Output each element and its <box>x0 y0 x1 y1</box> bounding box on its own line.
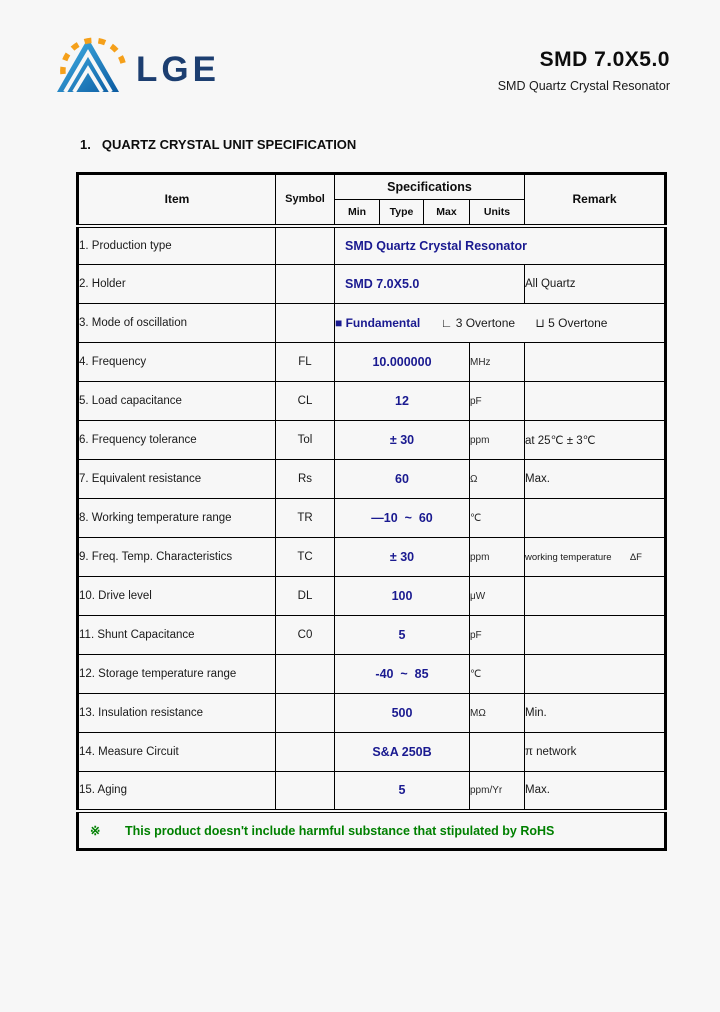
value-cell: —10 ~ 60 <box>335 499 470 538</box>
units-cell: pF <box>470 382 525 421</box>
document-subtitle: SMD Quartz Crystal Resonator <box>497 79 670 93</box>
table-row-mode-of-oscillation <box>78 304 666 343</box>
value-cell: 12 <box>335 382 470 421</box>
mode-5-overtone-option: ⊔ 5 Overtone <box>535 316 608 330</box>
symbol-cell <box>276 655 335 694</box>
remark-cell: at 25℃ ± 3℃ <box>525 421 666 460</box>
table-row-load-capacitance <box>78 382 666 421</box>
units-cell: MHz <box>470 343 525 382</box>
item-label: 14. Measure Circuit <box>78 733 276 772</box>
logo-text: LGE <box>136 50 220 89</box>
value-cell: -40 ~ 85 <box>335 655 470 694</box>
remark-cell: Max. <box>525 460 666 499</box>
col-header-specifications: Specifications <box>335 174 525 200</box>
rohs-note-cell <box>78 811 666 850</box>
item-label: 12. Storage temperature range <box>78 655 276 694</box>
units-cell: Ω <box>470 460 525 499</box>
value-cell: 5 <box>335 616 470 655</box>
symbol-cell: Rs <box>276 460 335 499</box>
col-header-max: Max <box>424 200 470 226</box>
item-label: 11. Shunt Capacitance <box>78 616 276 655</box>
units-cell <box>470 733 525 772</box>
symbol-cell: FL <box>276 343 335 382</box>
value-cell: 60 <box>335 460 470 499</box>
col-header-symbol: Symbol <box>276 174 335 226</box>
symbol-cell: CL <box>276 382 335 421</box>
logo-mountain-icon <box>52 22 132 97</box>
remark-cell <box>525 577 666 616</box>
remark-text: working temperature <box>525 552 612 563</box>
item-label: 3. Mode of oscillation <box>78 304 276 343</box>
symbol-cell: TR <box>276 499 335 538</box>
remark-cell <box>525 343 666 382</box>
units-cell: ℃ <box>470 655 525 694</box>
table-row-production-type <box>78 226 666 265</box>
table-row-drive-level <box>78 577 666 616</box>
symbol-cell <box>276 304 335 343</box>
value-cell: SMD Quartz Crystal Resonator <box>335 226 666 265</box>
table-row-working-temperature-range <box>78 499 666 538</box>
table-row-measure-circuit <box>78 733 666 772</box>
section-title-text: QUARTZ CRYSTAL UNIT SPECIFICATION <box>101 137 357 152</box>
table-row-insulation-resistance <box>78 694 666 733</box>
symbol-cell <box>276 733 335 772</box>
value-cell: ± 30 <box>335 538 470 577</box>
value-cell: 10.000000 <box>335 343 470 382</box>
remark-cell: Max. <box>525 772 666 811</box>
remark-cell: Min. <box>525 694 666 733</box>
item-label: 6. Frequency tolerance <box>78 421 276 460</box>
units-cell: ℃ <box>470 499 525 538</box>
remark-cell <box>525 616 666 655</box>
reference-mark: ※ <box>90 823 101 838</box>
mode-fundamental-selected: ■ Fundamental <box>335 316 421 330</box>
document-title-block <box>498 48 670 93</box>
col-header-remark: Remark <box>525 174 666 226</box>
item-label: 9. Freq. Temp. Characteristics <box>78 538 276 577</box>
symbol-cell: TC <box>276 538 335 577</box>
item-label: 4. Frequency <box>78 343 276 382</box>
units-cell: ppm <box>470 421 525 460</box>
table-row-frequency <box>78 343 666 382</box>
remark-cell <box>525 382 666 421</box>
symbol-cell: Tol <box>276 421 335 460</box>
section-title <box>80 137 356 152</box>
units-cell: pF <box>470 616 525 655</box>
mode-3-overtone-option: ∟ 3 Overtone <box>440 316 516 330</box>
item-label: 1. Production type <box>78 226 276 265</box>
mode-options-cell <box>335 304 666 343</box>
units-cell: MΩ <box>470 694 525 733</box>
table-row-storage-temperature-range <box>78 655 666 694</box>
document-title: SMD 7.0X5.0 <box>539 48 670 71</box>
remark-cell: All Quartz <box>525 265 666 304</box>
remark-cell <box>525 538 666 577</box>
symbol-cell <box>276 694 335 733</box>
value-cell: 100 <box>335 577 470 616</box>
symbol-cell: C0 <box>276 616 335 655</box>
remark-cell: π network <box>525 733 666 772</box>
table-row-equivalent-resistance <box>78 460 666 499</box>
value-cell: S&A 250B <box>335 733 470 772</box>
symbol-cell <box>276 226 335 265</box>
section-number: 1. <box>80 137 91 152</box>
remark-cell <box>525 655 666 694</box>
col-header-item: Item <box>78 174 276 226</box>
col-header-min: Min <box>335 200 380 226</box>
col-header-type: Type <box>380 200 424 226</box>
value-cell: 5 <box>335 772 470 811</box>
item-label: 8. Working temperature range <box>78 499 276 538</box>
company-logo <box>52 22 242 97</box>
spec-table <box>76 172 667 851</box>
col-header-units: Units <box>470 200 525 226</box>
table-row-frequency-tolerance <box>78 421 666 460</box>
item-label: 7. Equivalent resistance <box>78 460 276 499</box>
item-label: 10. Drive level <box>78 577 276 616</box>
units-cell: ppm <box>470 538 525 577</box>
item-label: 5. Load capacitance <box>78 382 276 421</box>
remark-cell <box>525 499 666 538</box>
symbol-cell <box>276 772 335 811</box>
value-cell: 500 <box>335 694 470 733</box>
table-row-aging <box>78 772 666 811</box>
value-cell: ± 30 <box>335 421 470 460</box>
symbol-cell: DL <box>276 577 335 616</box>
rohs-note-text: This product doesn't include harmful substance that stipulated by RoHS <box>124 823 555 838</box>
symbol-cell <box>276 265 335 304</box>
units-cell: ppm/Yr <box>470 772 525 811</box>
remark-delta-f: ΔF <box>629 552 642 563</box>
value-cell: SMD 7.0X5.0 <box>335 265 525 304</box>
table-row-freq-temp-characteristics <box>78 538 666 577</box>
table-header-row <box>78 174 666 200</box>
table-row-holder <box>78 265 666 304</box>
units-cell: μW <box>470 577 525 616</box>
item-label: 2. Holder <box>78 265 276 304</box>
rohs-note-row <box>78 811 666 850</box>
table-row-shunt-capacitance <box>78 616 666 655</box>
item-label: 15. Aging <box>78 772 276 811</box>
item-label: 13. Insulation resistance <box>78 694 276 733</box>
